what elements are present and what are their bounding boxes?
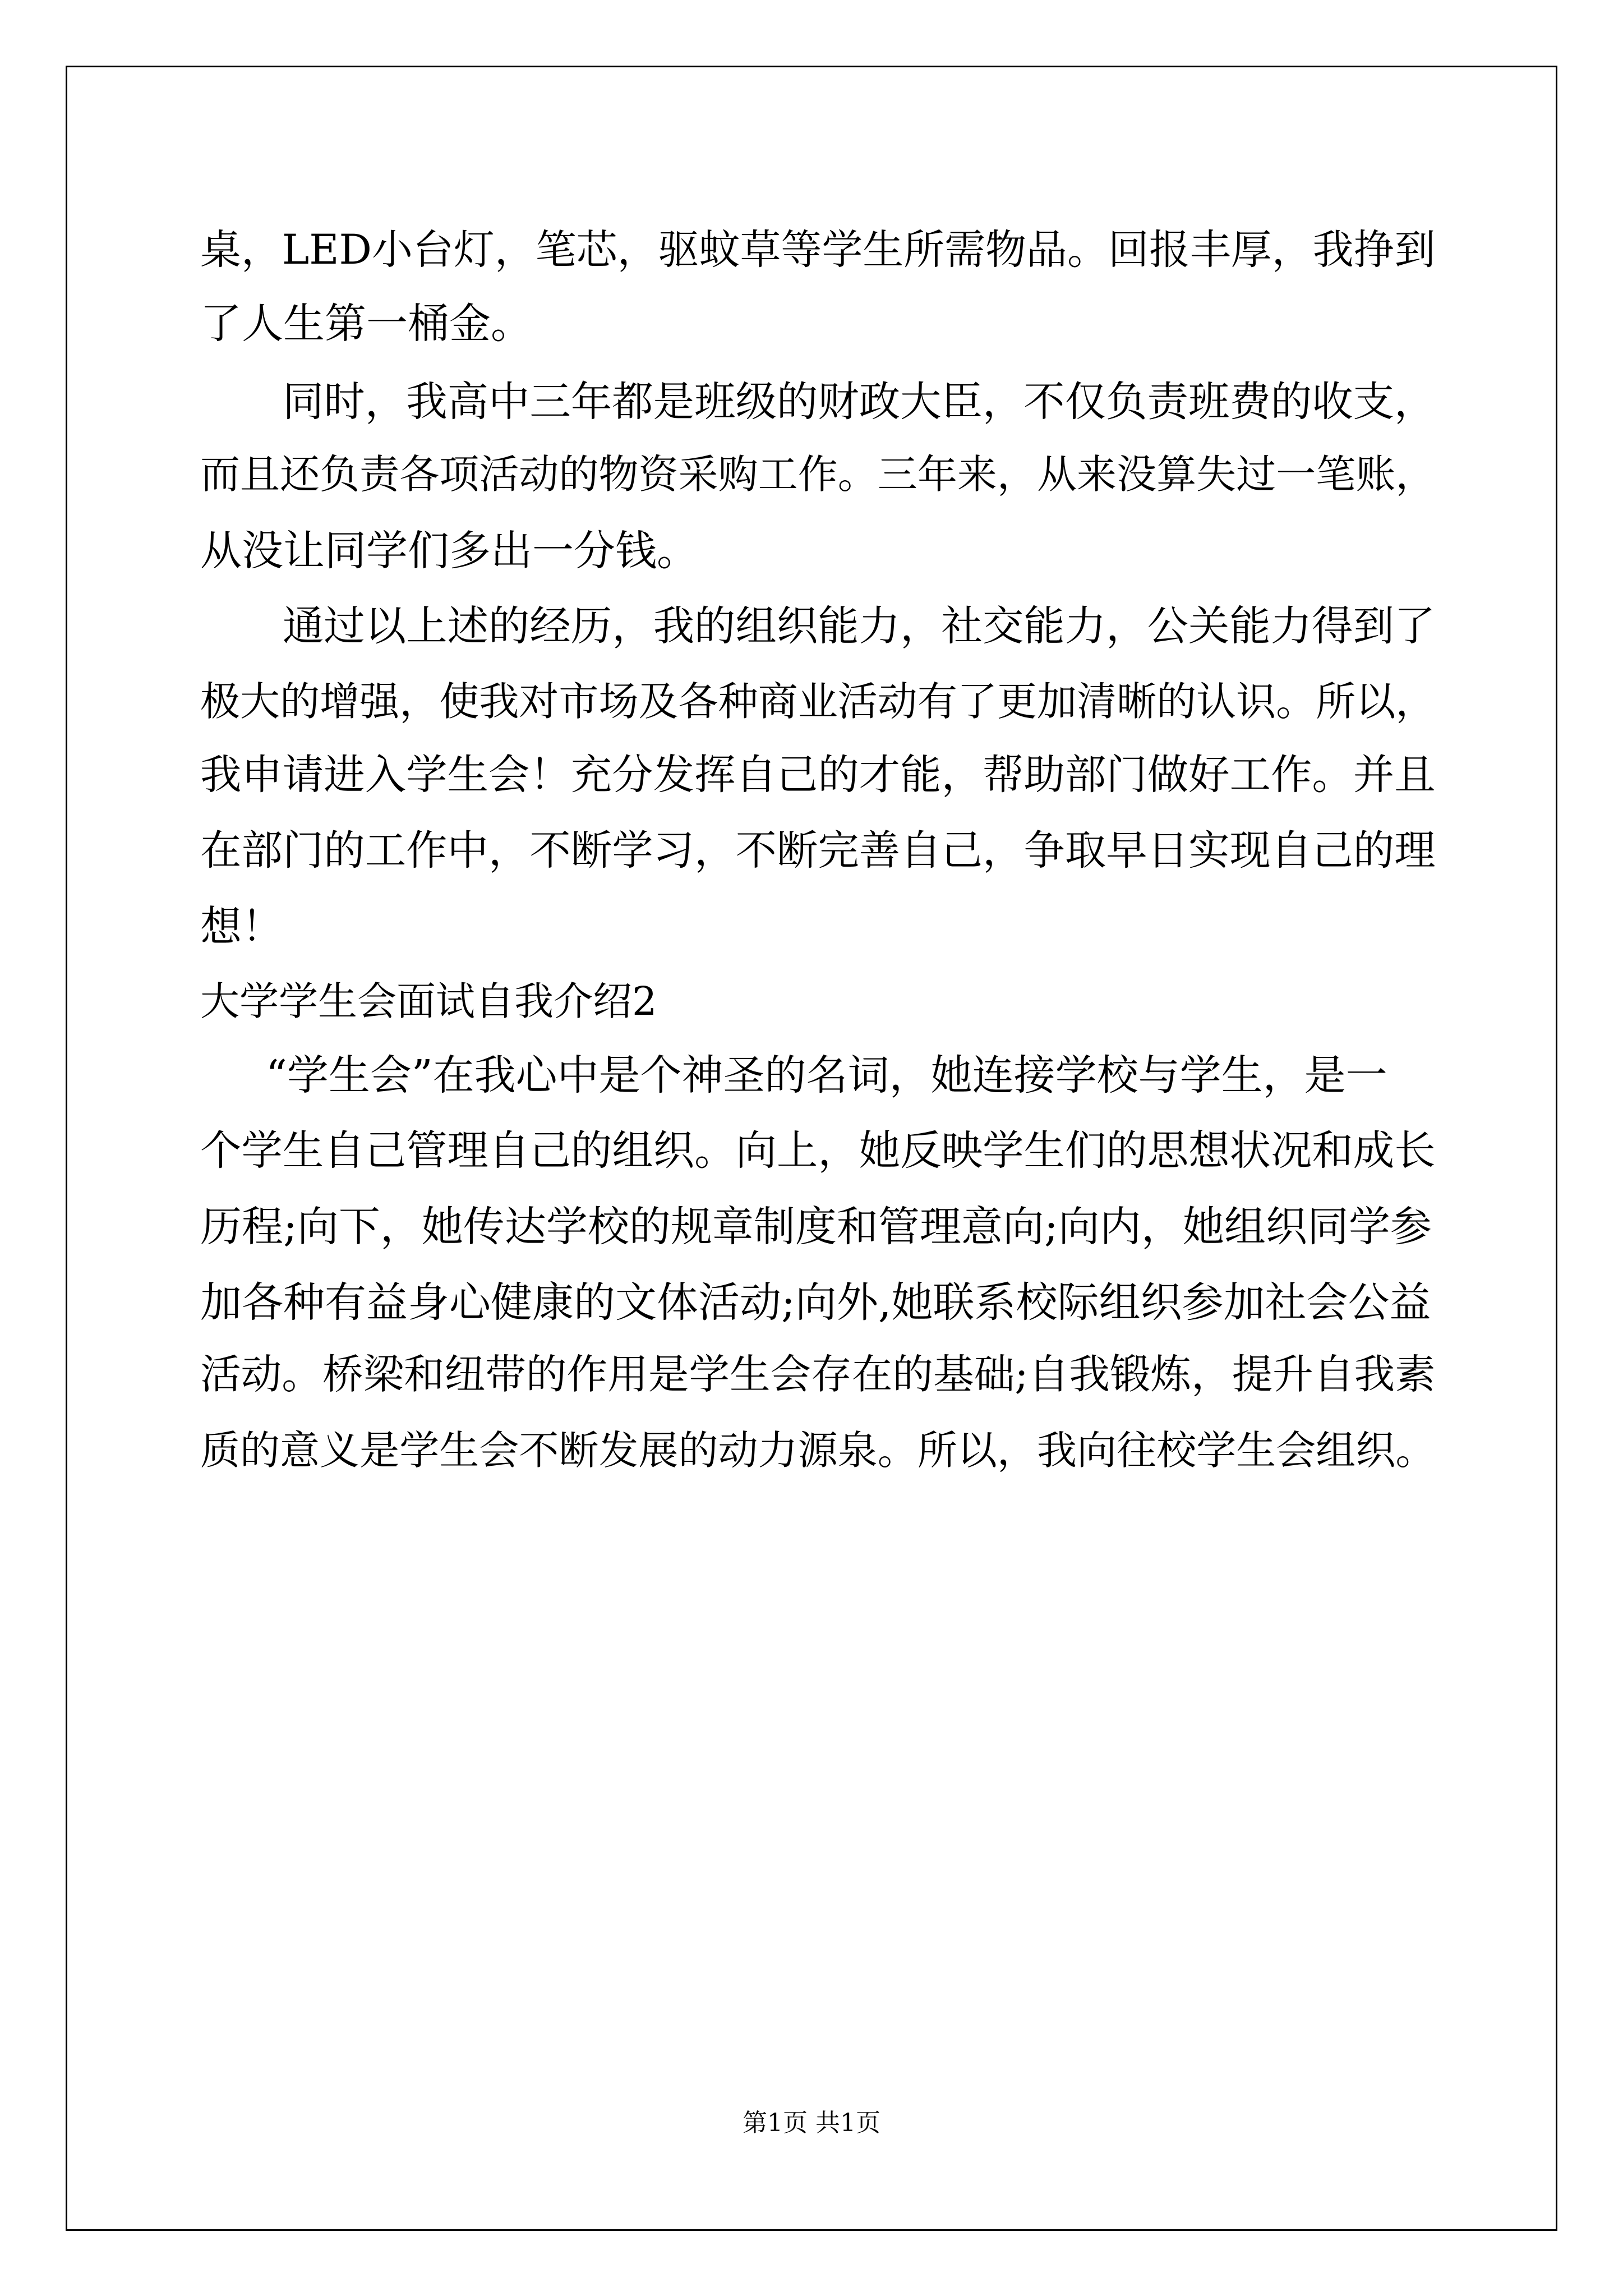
text-line: 而且还负责各项活动的物资采购工作。三年来，从来没算失过一笔账， (200, 451, 1436, 498)
text-line: 在部门的工作中，不断学习，不断完善自己，争取早日实现自己的理 (200, 827, 1436, 875)
text-line: 通过以上述的经历，我的组织能力，社交能力，公关能力得到了 (283, 602, 1436, 650)
text-line: 想！ (200, 903, 283, 951)
text-line: 从没让同学们多出一分钱。 (200, 527, 698, 575)
text-line: 了人生第一桶金。 (200, 300, 532, 348)
text-line: 加各种有益身心健康的文体活动;向外,她联系校际组织参加社会公益 (200, 1278, 1431, 1327)
page-footer: 第1页 共1页 (743, 2109, 880, 2137)
text-line: 桌，LED小台灯，笔芯，驱蚊草等学生所需物品。回报丰厚，我挣到 (200, 226, 1436, 274)
text-line: “学生会”在我心中是个神圣的名词，她连接学校与学生，是一 (266, 1051, 1387, 1099)
text-line: 个学生自己管理自己的组织。向上，她反映学生们的思想状况和成长 (200, 1127, 1436, 1175)
section-heading: 大学学生会面试自我介绍2 (200, 978, 657, 1024)
text-line: 历程;向下，她传达学校的规章制度和管理意向;向内，她组织同学参 (200, 1203, 1432, 1251)
text-line: 我申请进入学生会！充分发挥自己的才能，帮助部门做好工作。并且 (200, 751, 1436, 799)
text-line: 极大的增强，使我对市场及各种商业活动有了更加清晰的认识。所以， (200, 678, 1436, 725)
text-line: 同时，我高中三年都是班级的财政大臣，不仅负责班费的收支， (283, 378, 1436, 426)
text-line: 活动。桥梁和纽带的作用是学生会存在的基础;自我锻炼，提升自我素 (200, 1351, 1436, 1398)
text-line: 质的意义是学生会不断发展的动力源泉。所以，我向往校学生会组织。 (200, 1427, 1436, 1474)
